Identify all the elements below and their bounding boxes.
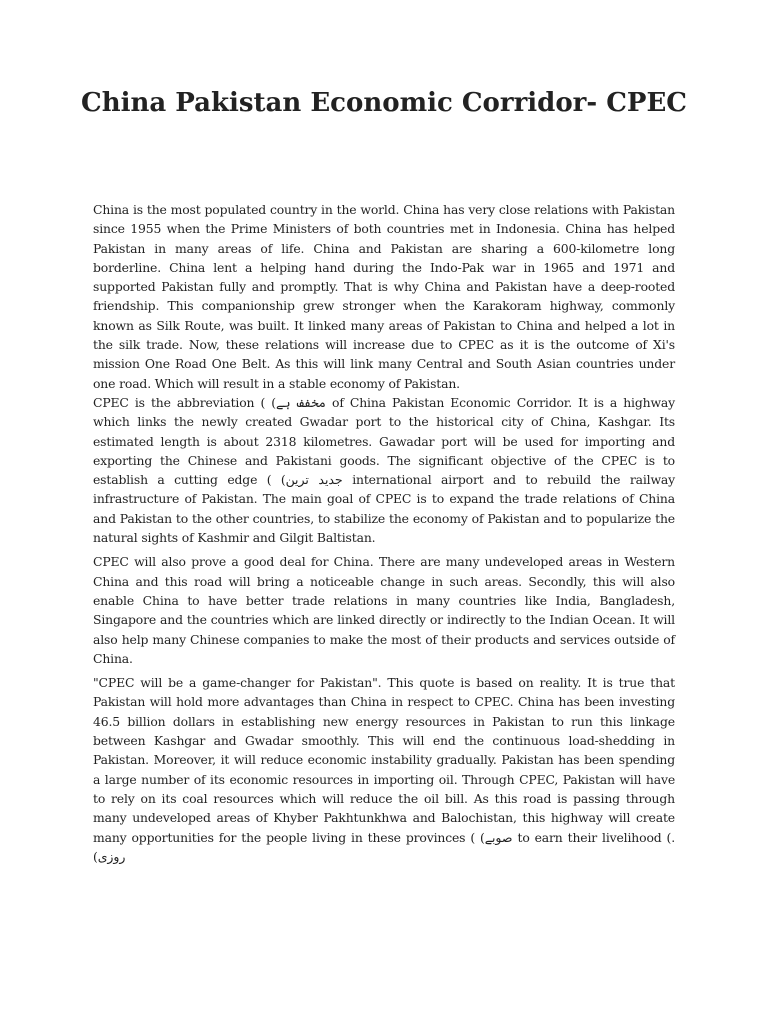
article-body [93, 200, 675, 871]
paragraph-4: "CPEC will be a game-changer for Pakistan". This quote is based on reality. It is true that Pakistan will hold more advantages than China in respect to CPEC. China has been investing 46.5 billion dollars in establishing new energy resources in Pakistan to run this linkage between Kashgar and Gwadar smoothly. This will end the continuous load-shedding in Pakistan. Moreover, it will reduce economic instability gradually. Pakistan has been spending a large number of its economic resources in importing oil. Through CPEC, Pakistan will have to rely on its coal resources which will reduce the oil bill. As this road is passing through many undeveloped areas of Khyber Pakhtunkhwa and Balochistan, this highway will create many opportunities for the people living in these provinces ( (صوبے to earn their livelihood (.(روزی [93, 675, 675, 864]
page-title: China Pakistan Economic Corridor- CPEC [81, 88, 687, 118]
paragraph-3: CPEC will also prove a good deal for China. There are many undeveloped areas in Western China and this road will bring a noticeable change in such areas. Secondly, this will also enable China to have better trade relations in many countries like India, Bangladesh, Singapore and the countries which are linked directly or indirectly to the Indian Ocean. It will also help many Chinese companies to make the most of their products and services outside of China. [93, 554, 675, 666]
paragraph-2: CPEC is the abbreviation ( (مخفف ہے of China Pakistan Economic Corridor. It is a highway which links the newly created Gwadar port to the historical city of China, Kashgar. Its estimated length is about 2318 kilometres. Gawadar port will be used for importing and exporting the Chinese and Pakistani goods. The significant objective of the CPEC is to establish a cutting edge ( (جدید ترین international airport and to rebuild the railway infrastructure of Pakistan. The main goal of CPEC is to expand the trade relations of China and Pakistan to the other countries, to stabilize the economy of Pakistan and to popularize the natural sights of Kashmir and Gilgit Baltistan. [93, 394, 676, 546]
paragraph-1: China is the most populated country in the world. China has very close relations with Pakistan since 1955 when the Prime Ministers of both countries met in Indonesia. China has helped Pakistan in many areas of life. China and Pakistan are sharing a 600-kilometre long borderline. China lent a helping hand during the Indo-Pak war in 1965 and 1971 and supported Pakistan fully and promptly. That is why China and Pakistan have a deep-rooted friendship. This companionship grew stronger when the Karakoram highway, commonly known as Silk Route, was built. It linked many areas of Pakistan to China and helped a lot in the silk trade. Now, these relations will increase due to CPEC as it is the outcome of Xi's mission One Road One Belt. As this will link many Central and South Asian countries under one road. Which will result in a stable economy of Pakistan. [93, 202, 675, 391]
